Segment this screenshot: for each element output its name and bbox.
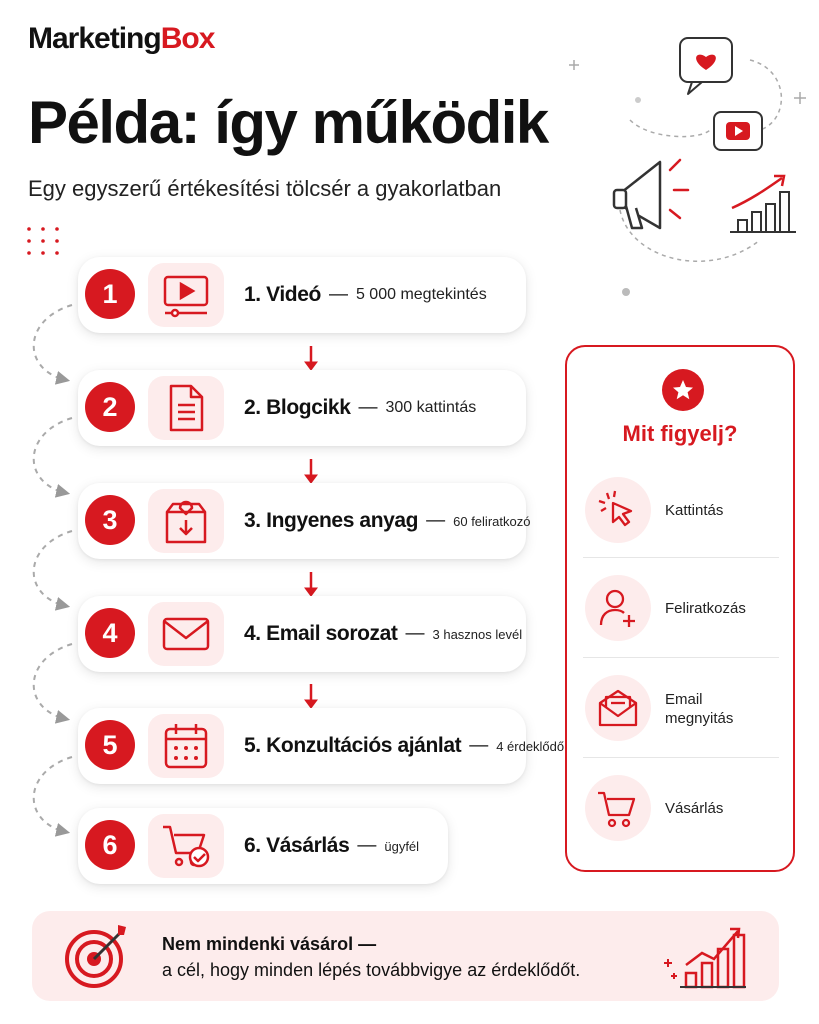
user-add-icon [595,585,641,631]
heart-bubble-icon [680,38,732,94]
open-envelope-icon [595,685,641,731]
banner-headline: Nem mindenki vásárol — [162,934,377,954]
funnel-step-6 [78,808,448,884]
step-separator: — [358,397,378,418]
funnel-step-5 [78,708,565,784]
connector-curve-2 [34,418,72,493]
brand-logo [28,22,214,56]
download-box-icon [159,494,213,548]
what-to-watch-panel [565,345,795,872]
play-bubble-icon [714,112,762,150]
document-icon [159,381,213,435]
step-number-badge: 4 [85,608,135,658]
marketing-illustration [560,30,819,310]
bottom-banner [32,911,779,1001]
step-metric: 4 érdeklődő [496,738,565,754]
step-icon-box [148,814,224,878]
panel-divider [583,557,779,558]
envelope-icon [159,607,213,661]
step-icon-box [148,263,224,327]
connector-curve-5 [34,757,72,832]
panel-item-label: Email megnyitás [665,690,734,727]
growth-chart-icon [730,176,796,232]
page-title: Példa: így működik [28,89,548,156]
step-icon-box [148,714,224,778]
cursor-click-icon [595,487,641,533]
panel-item-email-megnyitas [583,667,779,751]
step-icon-box [148,489,224,553]
page-subtitle: Egy egyszerű értékesítési tölcsér a gyakorlatban [28,176,502,201]
target-icon [62,921,132,991]
step-separator: — [469,735,489,756]
panel-item-label: Vásárlás [665,800,724,818]
step-label: 1. Videó [244,283,321,306]
connector-curve-1 [34,305,72,380]
funnel-step-4 [78,596,526,672]
step-separator: — [328,284,348,305]
step-metric: 5 000 megtekintés [355,286,487,303]
cart-icon [595,785,641,831]
connector-curve-3 [34,531,72,606]
panel-item-kattintas [583,469,779,553]
panel-item-label: Kattintás [665,502,724,520]
funnel-step-2 [78,370,526,446]
step-icon-box [148,376,224,440]
panel-title: Mit figyelj? [622,421,738,446]
step-icon-box [148,602,224,666]
step-number-badge: 6 [85,820,135,870]
video-play-icon [159,268,213,322]
step-separator: — [426,510,446,531]
step-label: 4. Email sorozat [244,622,398,645]
growth-chart-icon [660,923,746,993]
step-number-badge: 1 [85,269,135,319]
panel-item-label: Feliratkozás [665,600,746,618]
down-arrow-2 [305,459,317,483]
panel-item-feliratkozas [583,567,779,651]
step-label: 5. Konzultációs ajánlat [244,734,462,757]
step-metric: 300 kattintás [385,399,477,416]
megaphone-icon [614,162,660,228]
cart-check-icon [159,819,213,873]
panel-item-vasarlas [583,767,779,851]
step-number-badge: 2 [85,382,135,432]
banner-body: a cél, hogy minden lépés továbbvigye az érdeklődőt. [162,960,581,981]
down-arrow-3 [305,572,317,596]
panel-divider [583,657,779,658]
step-number-badge: 3 [85,495,135,545]
step-label: 2. Blogcikk [244,396,351,419]
down-arrow-4 [305,684,317,708]
step-metric: 60 feliratkozó [453,513,531,529]
step-separator: — [405,623,425,644]
down-arrow-1 [305,346,317,370]
step-number-badge: 5 [85,720,135,770]
step-separator: — [357,835,377,856]
step-label: 6. Vásárlás [244,834,350,857]
funnel-step-3 [78,483,531,559]
panel-divider [583,757,779,758]
brand-logo-part2: Box [160,22,215,55]
brand-logo-part1: Marketing [28,22,161,55]
calendar-icon [159,719,213,773]
step-metric: 3 hasznos levél [432,626,523,642]
step-metric: ügyfél [384,838,420,854]
star-icon [662,369,704,411]
funnel-step-1 [78,257,526,333]
connector-curve-4 [34,644,72,719]
step-label: 3. Ingyenes anyag [244,509,419,532]
dot-grid-decoration [26,226,62,260]
